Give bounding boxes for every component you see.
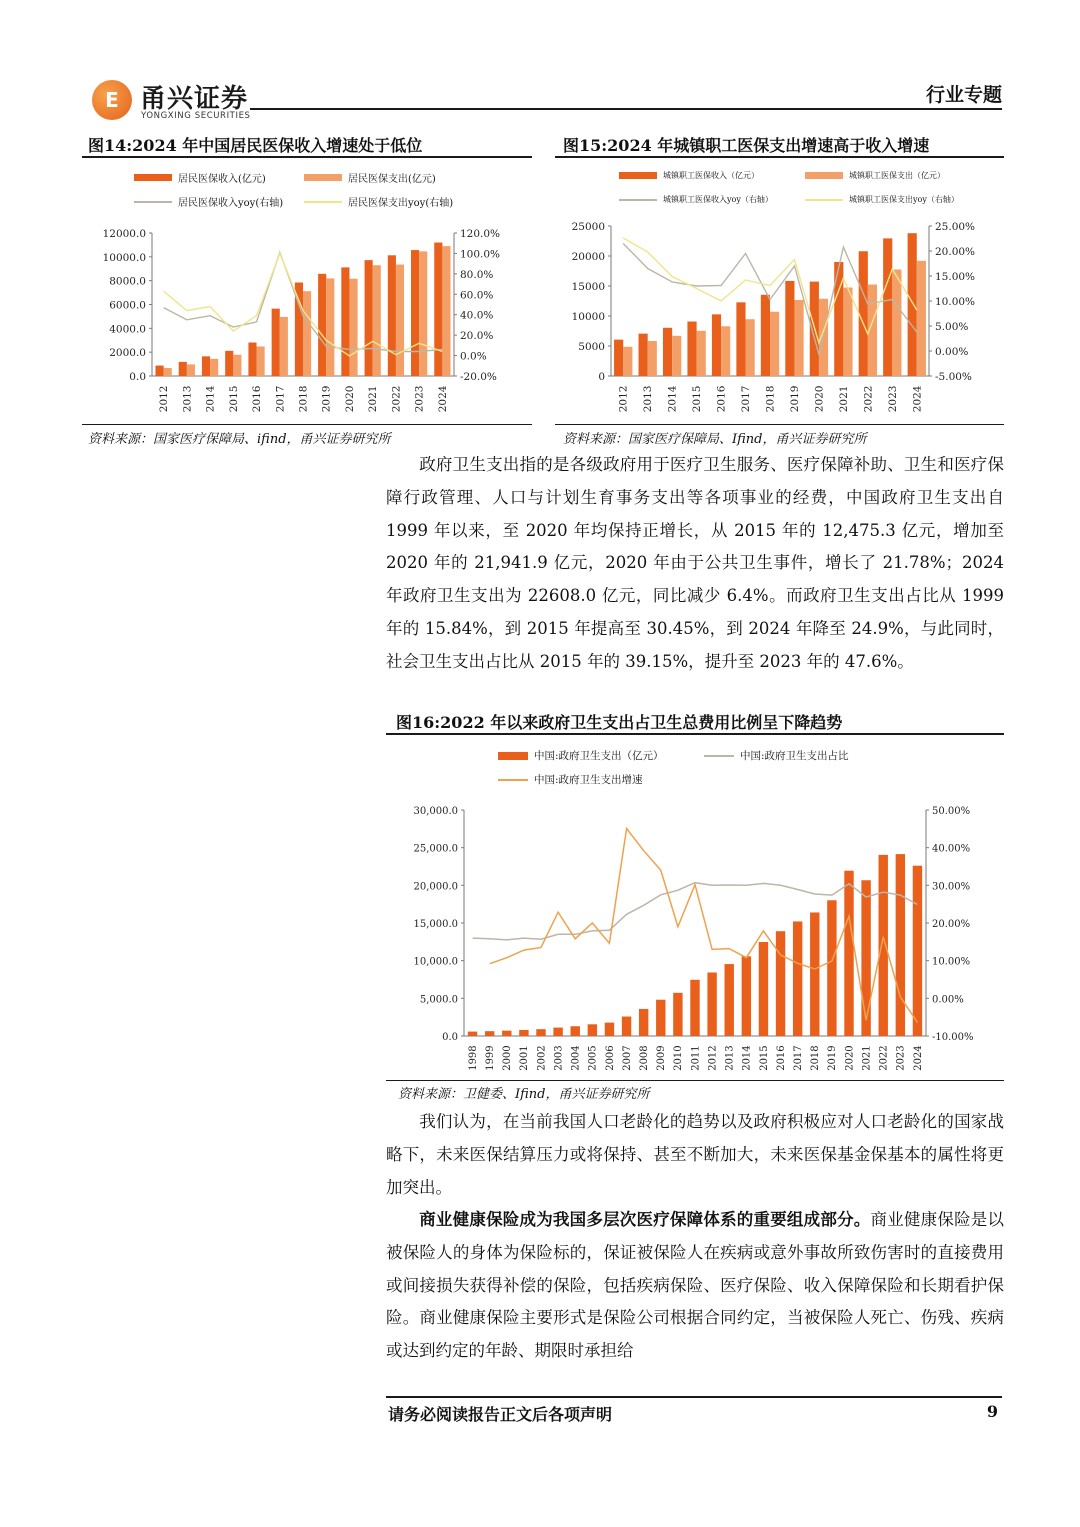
bar-2015 <box>687 321 696 376</box>
x-axis-tick-label: 2004 <box>570 1045 582 1071</box>
bar-2005 <box>588 1024 597 1036</box>
x-axis-tick-label: 2022 <box>878 1045 890 1071</box>
legend-label: 居民医保收入yoy(右轴) <box>178 198 284 209</box>
legend-label: 中国:政府卫生支出（亿元） <box>534 750 664 762</box>
company-name-en: YONGXING SECURITIES <box>141 111 251 121</box>
x-axis-tick-label: 2020 <box>343 385 356 413</box>
x-axis-tick-label: 2024 <box>911 385 924 413</box>
legend-swatch <box>498 779 528 781</box>
bar-2022 <box>388 255 396 376</box>
bar-2024 <box>917 261 926 376</box>
fig14-legend-item <box>304 170 436 185</box>
bar-2013 <box>187 364 195 376</box>
footer-disclaimer: 请务必阅读报告正文后各项声明 <box>388 1405 613 1424</box>
right-axis-tick-label: 80.0% <box>460 268 494 281</box>
bar-2022 <box>879 855 888 1036</box>
bar-2018 <box>770 312 779 376</box>
header-divider <box>250 108 1002 110</box>
fig15-title-divider <box>555 156 1004 158</box>
bar-2012 <box>164 368 172 376</box>
paragraph-text: 政府卫生支出指的是各级政府用于医疗卫生服务、医疗保障补助、卫生和医疗保障行政管理、人口与计划生育事务支出等各项事业的经费，中国政府卫生支出自 1999 年以来，至 2020 年均保持正增长，从 2015 年的 12,475.3 亿元，增加至 2020 年的 21,941.9 亿元，2020 年由于公共卫生事件，增长了 21.78%；2024 年政府卫生支出为 22608.0 亿元，同比减少 6.4%。而政府卫生支出占比从 1999 年的 15.84%，到 2015 年提高至 30.45%，到 2024 年降至 24.9%，与此同时，社会卫生支出占比从 2015 年的 39.15%，提升至 2023 年的 47.6%。 <box>386 455 1004 671</box>
bar-2024 <box>913 866 922 1036</box>
x-axis-tick-label: 2022 <box>390 385 403 413</box>
x-axis-tick-label: 2021 <box>367 385 380 413</box>
bar-2007 <box>622 1017 631 1036</box>
left-axis-tick-label: 2000.0 <box>109 347 146 360</box>
bar-2001 <box>519 1030 528 1036</box>
left-axis-tick-label: 25,000.0 <box>413 843 458 855</box>
bar-2021 <box>365 260 373 376</box>
bar-2017 <box>746 319 755 376</box>
bar-2017 <box>736 302 745 376</box>
x-axis-tick-label: 2012 <box>707 1045 719 1071</box>
bar-1999 <box>485 1031 494 1036</box>
left-axis-tick-label: 10000 <box>571 311 605 323</box>
bar-2022 <box>859 251 868 376</box>
x-axis-tick-label: 2008 <box>639 1045 650 1071</box>
bar-2013 <box>725 964 734 1036</box>
company-name: 甬兴证券 <box>140 84 249 114</box>
bar-2019 <box>794 300 803 376</box>
bar-2014 <box>210 359 218 376</box>
x-axis-tick-label: 1999 <box>485 1045 496 1071</box>
x-axis-tick-label: 2019 <box>788 385 801 413</box>
x-axis-tick-label: 2012 <box>158 385 171 413</box>
x-axis-tick-label: 2015 <box>227 385 240 413</box>
report-category: 行业专题 <box>925 84 1002 106</box>
bar-2023 <box>411 250 419 376</box>
legend-label: 居民医保收入(亿元) <box>178 174 266 185</box>
legend-label: 中国:政府卫生支出占比 <box>740 750 849 762</box>
fig15-chart <box>555 214 1004 420</box>
right-axis-tick-label: 0.0% <box>460 350 487 363</box>
x-axis-tick-label: 2013 <box>181 385 194 413</box>
fig15-source: 资料来源：国家医疗保障局、Ifind，甬兴证券研究所 <box>563 432 867 447</box>
bar-2019 <box>318 274 326 376</box>
bar-2016 <box>776 931 785 1036</box>
fig16-source: 资料来源：卫健委、Ifind，甬兴证券研究所 <box>398 1087 650 1102</box>
bar-2017 <box>793 921 802 1036</box>
right-axis-tick-label: 50.00% <box>932 806 971 817</box>
bar-2018 <box>761 295 770 376</box>
fig14-legend-item <box>304 194 453 209</box>
bar-2006 <box>605 1023 614 1036</box>
fig15-legend-item <box>619 194 773 205</box>
bar-2017 <box>280 317 288 376</box>
x-axis-tick-label: 2019 <box>827 1045 839 1071</box>
x-axis-tick-label: 2006 <box>604 1045 616 1071</box>
right-axis-tick-label: 60.0% <box>460 289 494 302</box>
fig14-source: 资料来源：国家医疗保障局、ifind，甬兴证券研究所 <box>88 432 391 447</box>
bar-2013 <box>648 341 657 376</box>
left-axis-tick-label: 5,000.0 <box>419 994 458 1006</box>
bar-2014 <box>202 356 210 376</box>
bar-2019 <box>827 900 836 1036</box>
x-axis-tick-label: 2024 <box>912 1045 924 1071</box>
fig16-legend <box>386 740 1004 792</box>
x-axis-tick-label: 2000 <box>502 1045 514 1071</box>
x-axis-tick-label: 2007 <box>621 1045 633 1071</box>
bar-2018 <box>810 912 819 1036</box>
bar-2023 <box>883 238 892 376</box>
legend-label: 居民医保支出yoy(右轴) <box>348 198 454 209</box>
bar-2008 <box>639 1009 648 1036</box>
fig16-title: 图16:2022 年以来政府卫生支出占卫生总费用比例呈下降趋势 <box>396 713 843 732</box>
right-axis-tick-label: 15.00% <box>935 271 976 283</box>
fig16-source-divider <box>386 1080 1004 1081</box>
bar-2013 <box>179 362 187 376</box>
x-axis-tick-label: 2021 <box>861 1045 873 1071</box>
left-axis-tick-label: 12000.0 <box>102 228 146 240</box>
right-axis-tick-label: -10.00% <box>932 1032 974 1043</box>
x-axis-tick-label: 2001 <box>519 1045 531 1071</box>
bar-2023 <box>896 854 905 1036</box>
legend-swatch <box>304 174 342 181</box>
fig16-title-divider <box>386 733 1004 735</box>
x-axis-tick-label: 2018 <box>297 385 310 413</box>
right-axis-tick-label: 0.00% <box>932 994 964 1006</box>
x-axis-tick-label: 2018 <box>764 385 777 413</box>
bar-2012 <box>623 347 632 376</box>
body-paragraph-1 <box>386 449 1004 679</box>
fig14-legend <box>82 162 532 214</box>
bar-2004 <box>571 1026 580 1036</box>
x-axis-tick-label: 2023 <box>895 1045 907 1071</box>
x-axis-tick-label: 2015 <box>691 385 704 413</box>
fig16-legend-item <box>704 748 849 763</box>
footer-divider <box>386 1396 1002 1398</box>
x-axis-tick-label: 2017 <box>793 1045 804 1071</box>
x-axis-tick-label: 2013 <box>642 385 655 413</box>
legend-swatch <box>619 199 657 201</box>
left-axis-tick-label: 0 <box>598 371 605 383</box>
bar-2023 <box>892 269 901 376</box>
fig14-title: 图14:2024 年中国居民医保收入增速处于低位 <box>88 136 423 155</box>
x-axis-tick-label: 2009 <box>656 1045 668 1071</box>
bar-2012 <box>707 972 716 1036</box>
bar-2023 <box>419 251 427 376</box>
fig16-legend-item <box>498 748 664 763</box>
bar-2016 <box>248 343 256 376</box>
fig15-legend-item <box>805 194 959 205</box>
right-axis-tick-label: 120.0% <box>460 228 501 240</box>
bar-2024 <box>434 243 442 376</box>
bar-2021 <box>373 265 381 376</box>
left-axis-tick-label: 0.0 <box>129 371 146 383</box>
bar-2011 <box>690 980 699 1036</box>
right-axis-tick-label: 5.00% <box>935 321 969 333</box>
legend-swatch <box>134 174 172 181</box>
x-axis-tick-label: 2020 <box>813 385 826 413</box>
fig16-legend-item <box>498 772 643 787</box>
bar-2016 <box>712 314 721 376</box>
bar-2014 <box>663 328 672 376</box>
fig15-source-divider <box>555 424 1004 425</box>
legend-swatch <box>134 201 172 203</box>
bar-2021 <box>861 880 870 1036</box>
fig14-legend-item <box>134 170 266 185</box>
bar-2012 <box>614 340 623 376</box>
right-axis-tick-label: 25.00% <box>935 221 976 233</box>
paragraph-text: 我们认为，在当前我国人口老龄化的趋势以及政府积极应对人口老龄化的国家战略下，未来医保结算压力或将保持、甚至不断加大，未来医保基金保基本的属性将更加突出。 <box>386 1112 1004 1197</box>
legend-swatch <box>805 199 843 201</box>
bar-2002 <box>536 1029 545 1036</box>
right-axis-tick-label: 20.00% <box>932 919 971 930</box>
x-axis-tick-label: 2015 <box>758 1045 770 1071</box>
bar-2016 <box>257 346 265 376</box>
body-paragraph-3 <box>386 1204 1004 1368</box>
bar-2019 <box>785 281 794 376</box>
bar-2015 <box>233 355 241 376</box>
x-axis-tick-label: 2021 <box>837 385 850 413</box>
legend-label: 城镇职工医保支出（亿元） <box>849 171 945 180</box>
right-axis-tick-label: 100.0% <box>460 248 501 261</box>
x-axis-tick-label: 2011 <box>690 1045 702 1071</box>
x-axis-tick-label: 2003 <box>553 1045 565 1071</box>
right-axis-tick-label: 20.00% <box>935 246 976 258</box>
paragraph-lead: 商业健康保险成为我国多层次医疗保障体系的重要组成部分。 <box>419 1210 871 1229</box>
bar-2020 <box>349 279 357 376</box>
fig14-legend-item <box>134 194 283 209</box>
left-axis-tick-label: 15000 <box>571 281 605 293</box>
right-axis-tick-label: 30.00% <box>932 881 971 893</box>
bar-2019 <box>326 278 334 376</box>
legend-label: 城镇职工医保收入yoy（右轴） <box>663 195 773 204</box>
legend-label: 城镇职工医保支出yoy（右轴） <box>849 195 959 204</box>
right-axis-tick-label: 40.0% <box>460 309 494 322</box>
x-axis-tick-label: 2010 <box>673 1045 685 1071</box>
fig14-source-divider <box>82 424 532 425</box>
bar-2015 <box>225 351 233 376</box>
x-axis-tick-label: 2023 <box>886 385 899 413</box>
legend-swatch <box>704 755 734 757</box>
bar-2024 <box>442 246 450 376</box>
bar-2022 <box>396 265 404 376</box>
left-axis-tick-label: 6000.0 <box>109 299 146 312</box>
bar-2003 <box>553 1028 562 1036</box>
bar-2015 <box>759 942 768 1036</box>
right-axis-tick-label: 10.00% <box>932 956 971 968</box>
left-axis-tick-label: 10000.0 <box>102 251 146 264</box>
left-axis-tick-label: 30,000.0 <box>413 806 458 817</box>
x-axis-tick-label: 2002 <box>536 1045 548 1071</box>
fig16-chart <box>386 796 1004 1076</box>
left-axis-tick-label: 15,000.0 <box>413 919 458 930</box>
left-axis-tick-label: 25000 <box>571 221 605 233</box>
bar-2024 <box>908 233 917 376</box>
bar-2020 <box>341 267 349 376</box>
x-axis-tick-label: 2012 <box>617 385 630 413</box>
fig15-legend-item <box>619 170 759 181</box>
x-axis-tick-label: 2014 <box>741 1045 753 1071</box>
x-axis-tick-label: 2016 <box>251 385 264 413</box>
bar-2021 <box>843 288 852 376</box>
right-axis-tick-label: 10.00% <box>935 296 976 308</box>
bar-2020 <box>844 871 853 1036</box>
right-axis-tick-label: -20.0% <box>460 371 497 383</box>
fig15-title: 图15:2024 年城镇职工医保支出增速高于收入增速 <box>563 136 930 155</box>
bar-2014 <box>742 956 751 1036</box>
left-axis-tick-label: 20,000.0 <box>413 881 458 893</box>
legend-label: 中国:政府卫生支出增速 <box>534 774 643 786</box>
right-axis-tick-label: -5.00% <box>935 371 972 383</box>
x-axis-tick-label: 1998 <box>467 1045 479 1071</box>
x-axis-tick-label: 2017 <box>740 385 753 413</box>
x-axis-tick-label: 2017 <box>274 385 287 413</box>
fig14-title-divider <box>82 156 532 158</box>
left-axis-tick-label: 20000 <box>571 251 605 263</box>
bar-2009 <box>656 1000 665 1036</box>
left-axis-tick-label: 0.0 <box>442 1032 458 1043</box>
legend-swatch <box>498 752 528 760</box>
x-axis-tick-label: 2014 <box>666 385 679 413</box>
bar-2015 <box>697 331 706 376</box>
bar-2013 <box>639 334 648 376</box>
x-axis-tick-label: 2023 <box>413 385 426 413</box>
x-axis-tick-label: 2020 <box>844 1045 856 1071</box>
bar-2012 <box>155 366 163 376</box>
x-axis-tick-label: 2022 <box>862 385 875 413</box>
paragraph-text: 商业健康保险是以被保险人的身体为保险标的，保证被保险人在疾病或意外事故所致伤害时的直接费用或间接损失获得补偿的保险，包括疾病保险、医疗保险、收入保障保险和长期看护保险。商业健康保险主要形式是保险公司根据合同约定，当被保险人死亡、伤残、疾病或达到约定的年龄、期限时承担给 <box>386 1210 1005 1361</box>
left-axis-tick-label: 4000.0 <box>109 323 146 336</box>
right-axis-tick-label: 0.00% <box>935 346 969 358</box>
x-axis-tick-label: 2024 <box>436 385 449 413</box>
legend-swatch <box>619 172 657 179</box>
bar-2010 <box>673 993 682 1036</box>
bar-2000 <box>502 1031 511 1036</box>
x-axis-tick-label: 2005 <box>587 1045 599 1071</box>
right-axis-tick-label: 40.00% <box>932 843 971 855</box>
x-axis-tick-label: 2014 <box>204 385 217 413</box>
bar-2014 <box>672 336 681 376</box>
x-axis-tick-label: 2016 <box>715 385 728 413</box>
bar-2017 <box>272 309 280 376</box>
legend-swatch <box>805 172 843 179</box>
left-axis-tick-label: 5000 <box>578 341 605 353</box>
bar-2018 <box>303 291 311 376</box>
legend-label: 城镇职工医保收入（亿元） <box>663 171 759 180</box>
page-number: 9 <box>986 1402 998 1421</box>
bar-1998 <box>468 1032 477 1036</box>
legend-swatch <box>304 201 342 203</box>
right-axis-tick-label: 20.0% <box>460 330 494 343</box>
x-axis-tick-label: 2013 <box>724 1045 736 1071</box>
x-axis-tick-label: 2016 <box>775 1045 787 1071</box>
left-axis-tick-label: 10,000.0 <box>413 956 458 968</box>
company-logo-icon: E <box>92 80 132 120</box>
fig15-legend-item <box>805 170 945 181</box>
x-axis-tick-label: 2018 <box>810 1045 822 1071</box>
body-paragraph-2 <box>386 1106 1004 1204</box>
legend-label: 居民医保支出(亿元) <box>348 174 436 185</box>
bar-2016 <box>721 326 730 376</box>
left-axis-tick-label: 8000.0 <box>109 275 146 288</box>
fig15-legend <box>555 162 1004 214</box>
fig14-chart <box>82 218 532 420</box>
x-axis-tick-label: 2019 <box>320 385 333 413</box>
